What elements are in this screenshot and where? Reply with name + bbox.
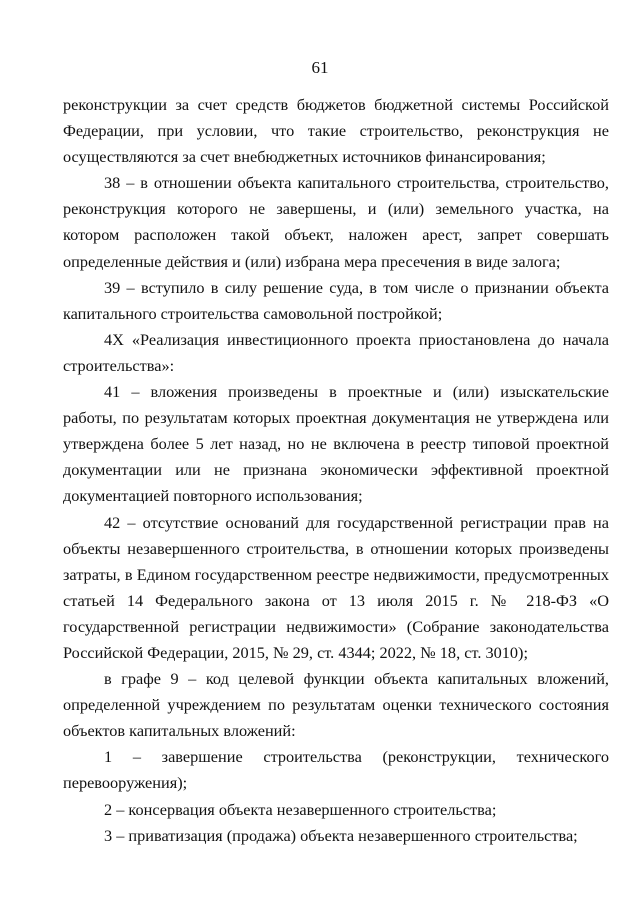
paragraph-continuation: реконструкции за счет средств бюджетов бюджетной системы Российской Федерации, при условии, что такие строительство, реконструкция не осуществляются за счет внебюджетных источников финансирования; <box>63 95 609 167</box>
paragraph-code-1: 1 – завершение строительства (реконструкции, технического перевооружения); <box>63 747 609 793</box>
paragraph-item-42: 42 – отсутствие оснований для государственной регистрации прав на объекты незавершенного строительства, в отношении которых произведены затраты, в Едином государственном реестре недвижимости, предусмотренных статьей 14 Федерального закона от 13 июля 2015 г. № 218-ФЗ «О государственной регистрации недвижимости» (Собрание законодательства Российской Федерации, 2015, № 29, ст. 4344; 2022, № 18, ст. 3010); <box>63 512 609 662</box>
paragraph-item-38: 38 – в отношении объекта капитального строительства, строительство, реконструкция которого не завершены, и (или) земельного участка, на котором расположен такой объект, наложен арест, запрет совершать определенные действия и (или) избрана мера пресечения в виде залога; <box>63 173 609 271</box>
page-number: 61 <box>311 58 329 77</box>
paragraph-group-4x: 4Х «Реализация инвестиционного проекта приостановлена до начала строительства»: <box>63 329 609 375</box>
paragraph-code-3: 3 – приватизация (продажа) объекта незавершенного строительства; <box>104 825 578 845</box>
paragraph-column-9: в графе 9 – код целевой функции объекта капитальных вложений, определенной учреждением по результатам оценки технического состояния объектов капитальных вложений: <box>63 669 609 741</box>
paragraph-code-2: 2 – консервация объекта незавершенного строительства; <box>104 799 497 819</box>
paragraph-item-39: 39 – вступило в силу решение суда, в том числе о признании объекта капитального строительства самовольной постройкой; <box>63 277 609 323</box>
paragraph-item-41: 41 – вложения произведены в проектные и (или) изыскательские работы, по результатам которых проектная документация не утверждена или утверждена более 5 лет назад, но не включена в реестр типовой проектной документации или не признана экономически эффективной проектной документацией повторного использования; <box>63 382 609 506</box>
document-body <box>63 92 609 849</box>
